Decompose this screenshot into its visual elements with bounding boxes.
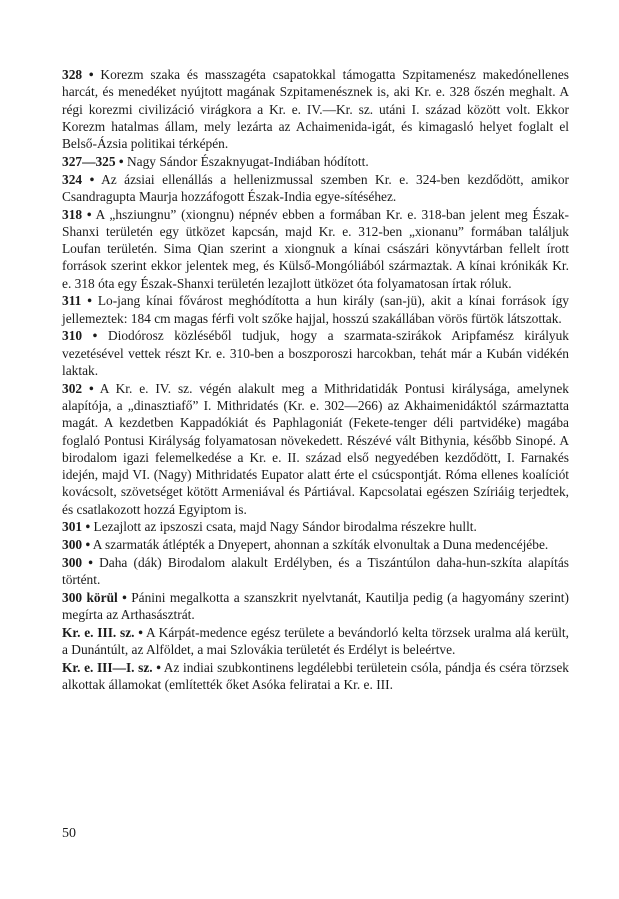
chronology-entry-328 bbox=[62, 66, 569, 152]
entry-text: Lo-jang kínai fővárost meghódította a hun király (san-jü), akit a kínai források így jellemeztek: 184 cm magas férfi volt szőke hajjal, hosszú szakállában vörös fürtök látszottak. bbox=[62, 293, 569, 326]
entry-date: 300 bbox=[62, 537, 83, 553]
entry-text: Diodórosz közléséből tudjuk, hogy a szarmata-szirákok Aripfamész királyuk vezetésével vettek részt Kr. e. 310-ben a boszporoszi harcokban, tehát már a Kubán vidékén laktak. bbox=[62, 328, 569, 378]
entry-text: Daha (dák) Birodalom alakult Erdélyben, és a Tiszántúlon daha-hun-szkíta alapítás történt. bbox=[62, 554, 569, 588]
entry-date: 300 körül bbox=[62, 589, 118, 605]
entry-text: Az ázsiai ellenállás a hellenizmussal szemben Kr. e. 324-ben kezdődött, amikor Csandragupta Maurja hozzáfogott Észak-India egye-sítéséhez. bbox=[62, 171, 570, 204]
bullet: • bbox=[118, 153, 124, 169]
entry-text: A Kr. e. IV. sz. végén alakult meg a Mithridatidák Pontusi királysága, amelynek alapítója, a „dinasztiafő” I. Mithridatés (Kr. e. 302—266) az Akhaimenidáktól származtatta magát. A kezdetben Kappadókiát és Paphlagoniát (Fekete-tenger déli partvidéke) magába foglaló Pontusi Királyság folyamatosan növekedett. Részévé vált Bithynia, később Sinopé. A birodalom igazi felemelkedése a Kr. e. II. század első negyedében kezdődött, I. Farnakés idején, majd VI. (Nagy) Mithridatés Eupator alatt érte el csúcspontját. Róma ellenes koalíciót kovácsolt, szövetséget kötött Armeniával és Pártiával. Kapcsolatai egészen Szíriáig terjedtek, és csatlakozott hozzá Egyiptom is. bbox=[62, 380, 569, 517]
page-number: 50 bbox=[62, 826, 76, 841]
bullet: • bbox=[88, 554, 93, 570]
entry-text: A „hsziungnu” (xiongnu) népnév ebben a formában Kr. e. 318-ban jelent meg Észak-Shanxi területén egy ütközet kapcsán, majd Kr. e. 312-ben „xionanu” formában találjuk Loufan területén. Sima Qian szerint a xiongnuk a kínai császári könyvtárban fellelt írott források szerint ekkor jelentek meg, és Külső-Mongóliából származtak. A kínai krónikák Kr. e. 318 óta egy Észak-Shanxi területén lezajlott ütközet óta folyamatosan írtak róluk. bbox=[62, 206, 569, 291]
entry-date: 324 bbox=[62, 171, 83, 187]
entry-text: Lezajlott az ipszoszi csata, majd Nagy Sándor birodalma részekre hullt. bbox=[93, 519, 477, 535]
bullet: • bbox=[88, 380, 94, 396]
entry-text: A Kárpát-medence egész területe a bevándorló kelta törzsek uralma alá került, a Dunántúlt, az Alföldet, a mai Szlovákia területét és Erdélyt is beleértve. bbox=[62, 624, 570, 658]
entry-text: Az indiai szubkontinens legdélebbi területein csóla, pándja és cséra törzsek alkottak államokat (említették őket Asóka feliratai a Kr. e. III. bbox=[62, 659, 569, 693]
entry-text: Pánini megalkotta a szanszkrit nyelvtanát, Kautilja pedig (a hagyomány szerint) megírta az Arthasásztrát. bbox=[62, 589, 569, 623]
bullet: • bbox=[86, 206, 92, 222]
chronology-entry-300-b bbox=[62, 554, 569, 589]
entry-date: 318 bbox=[62, 206, 83, 222]
bullet: • bbox=[89, 171, 95, 187]
chronology-entry-301 bbox=[62, 518, 569, 535]
bullet: • bbox=[87, 293, 92, 309]
chronology-entry-302 bbox=[62, 380, 569, 518]
bullet: • bbox=[88, 67, 94, 82]
entry-date: 301 bbox=[62, 519, 83, 535]
chronology-entry-300-korul bbox=[62, 589, 569, 624]
entry-text: Nagy Sándor Északnyugat-Indiában hódított. bbox=[126, 153, 369, 169]
chronology-entry-3rd-century bbox=[62, 624, 569, 659]
entry-date: Kr. e. III. sz. bbox=[62, 624, 135, 640]
chronology-entry-311 bbox=[62, 292, 569, 327]
chronology-entry-318 bbox=[62, 206, 569, 292]
entry-text: A szarmaták átlépték a Dnyepert, ahonnan a szkíták elvonultak a Duna medencéjébe. bbox=[92, 537, 549, 553]
bullet: • bbox=[92, 328, 98, 344]
entry-date: 310 bbox=[62, 328, 83, 344]
entry-date: Kr. e. III—I. sz. bbox=[62, 659, 153, 675]
chronology-entry-300-a bbox=[62, 536, 569, 553]
chronology-entry-3rd-1st-century bbox=[62, 659, 569, 694]
chronology-entry-310 bbox=[62, 327, 569, 379]
bullet: • bbox=[85, 519, 91, 535]
entry-date: 327—325 bbox=[62, 153, 116, 169]
bullet: • bbox=[85, 537, 91, 553]
entry-date: 311 bbox=[62, 293, 82, 309]
entry-date: 302 bbox=[62, 380, 83, 396]
entry-date: 328 bbox=[62, 67, 83, 82]
entry-date: 300 bbox=[62, 554, 83, 570]
chronology-entry-324 bbox=[62, 171, 569, 206]
entry-text: Korezm szaka és masszagéta csapatokkal támogatta Szpitamenész makedónellenes harcát, és menedéket nyújtott magának Szpitamenésznek is, aki Kr. e. 328 őszén meghalt. A régi korezmi civilizáció virágkora a Kr. e. IV.—Kr. sz. utáni I. század között volt. Ekkor Korezm hatalmas állam, mely lezárta az Achaimenida-igát, és kimagasló helyet foglalt el Belső-Ázsia politikai térképén. bbox=[62, 67, 569, 152]
page-body bbox=[62, 66, 569, 694]
chronology-entry-327-325 bbox=[62, 153, 569, 170]
bullet: • bbox=[122, 589, 127, 605]
bullet: • bbox=[156, 659, 161, 675]
bullet: • bbox=[138, 624, 143, 640]
